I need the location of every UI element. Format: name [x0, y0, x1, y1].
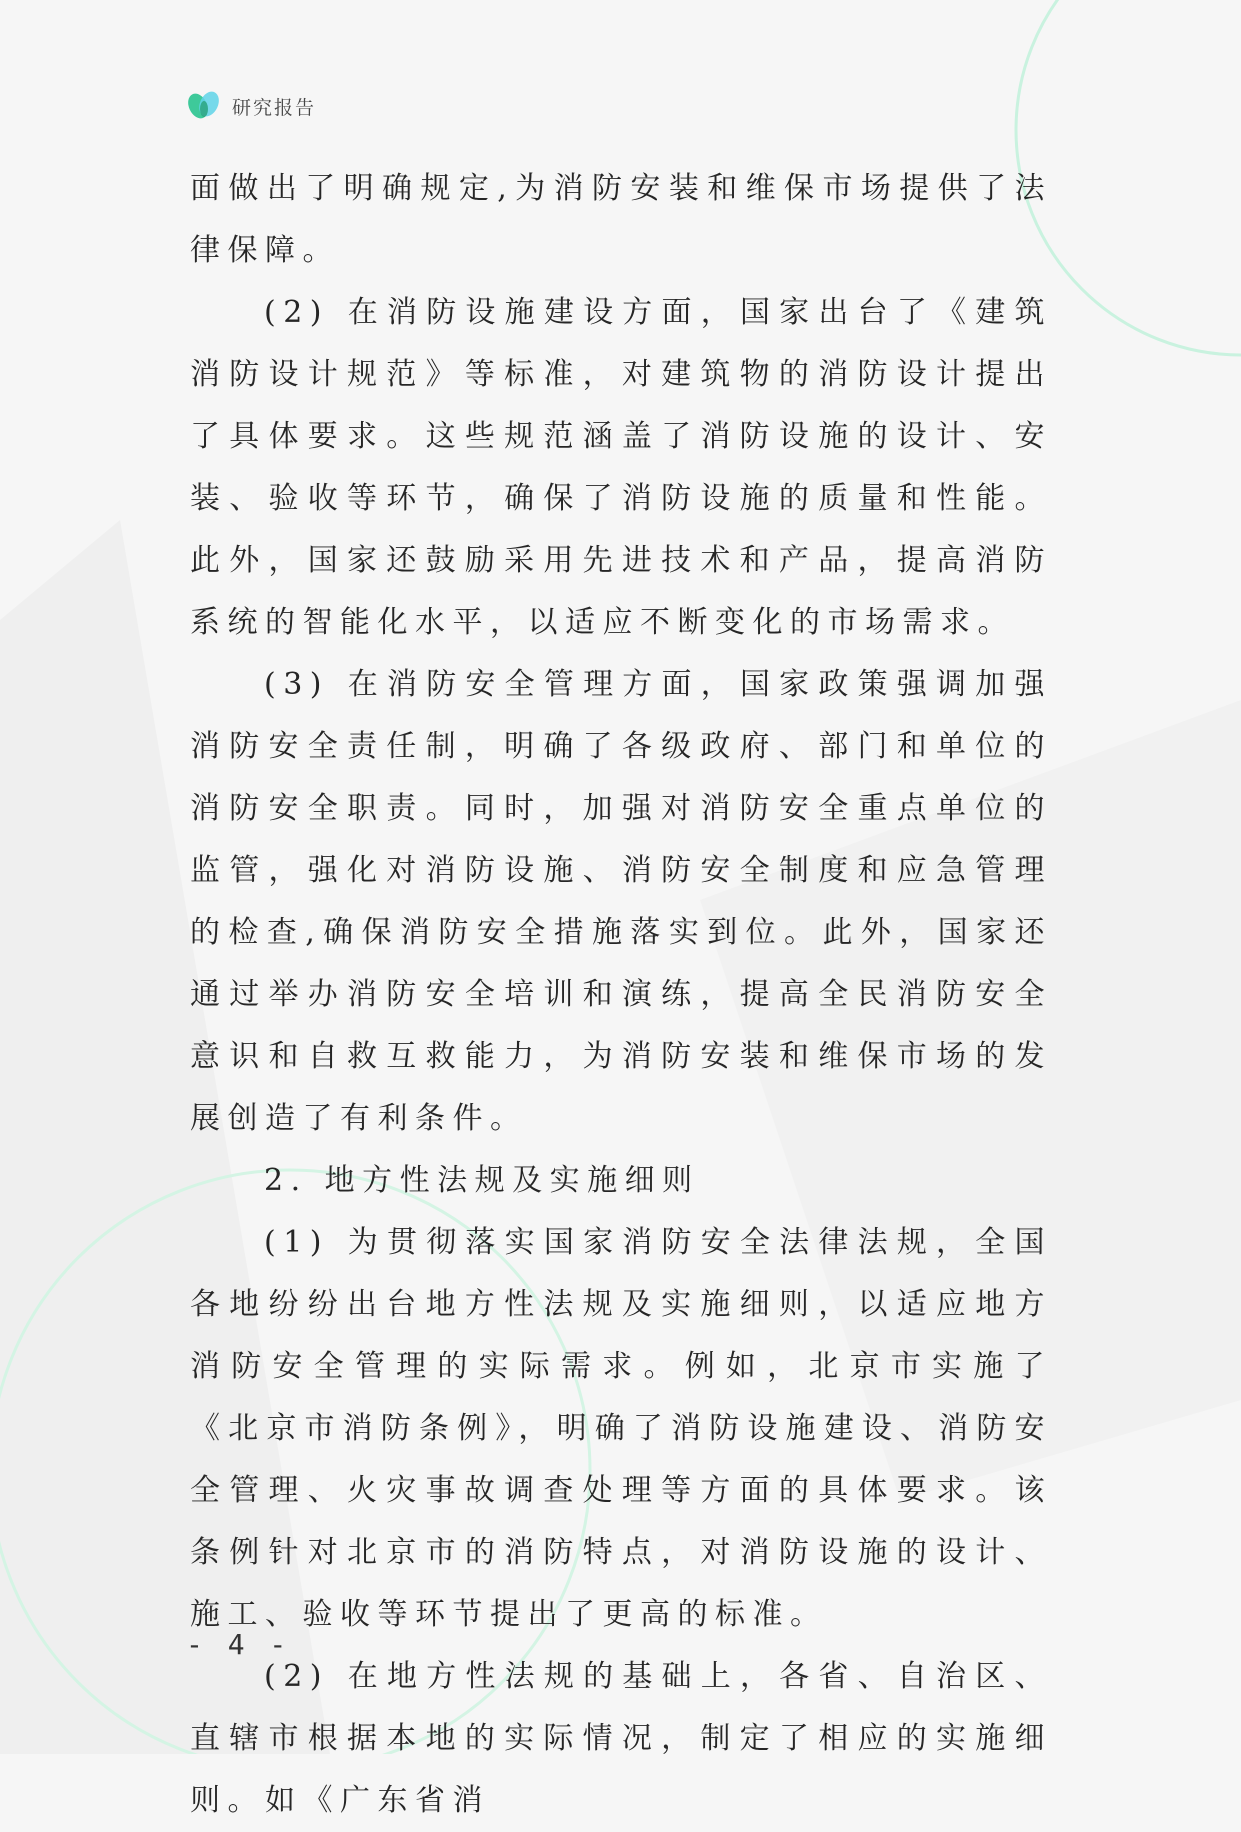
document-body	[190, 158, 1052, 1832]
page-number: - 4 -	[186, 1628, 291, 1661]
paragraph-fire-safety-management: (3) 在消防安全管理方面，国家政策强调加强消防安全责任制，明确了各级政府、部门和单位的消防安全职责。同时，加强对消防安全重点单位的监管，强化对消防设施、消防安全制度和应急管理的检查,确保消防安全措施落实到位。此外，国家还通过举办消防安全培训和演练，提高全民消防安全意识和自救互救能力，为消防安装和维保市场的发展创造了有利条件。	[190, 667, 1052, 1136]
section-heading-local-regulations: 2. 地方性法规及实施细则	[264, 1163, 700, 1198]
paragraph-continuation: 面做出了明确规定,为消防安装和维保市场提供了法律保障。	[190, 171, 1052, 268]
header-title: 研究报告	[232, 96, 317, 119]
paragraph-fire-facility-construction: (2) 在消防设施建设方面，国家出台了《建筑消防设计规范》等标准，对建筑物的消防设计提出了具体要求。这些规范涵盖了消防设施的设计、安装、验收等环节，确保了消防设施的质量和性能。此外，国家还鼓励采用先进技术和产品，提高消防系统的智能化水平，以适应不断变化的市场需求。	[190, 295, 1052, 640]
paragraph-implementation-rules: (2) 在地方性法规的基础上，各省、自治区、直辖市根据本地的实际情况，制定了相应的实施细则。如《广东省消	[190, 1659, 1052, 1818]
paragraph-local-regulations: (1) 为贯彻落实国家消防安全法律法规，全国各地纷纷出台地方性法规及实施细则，以适应地方消防安全管理的实际需求。例如，北京市实施了《北京市消防条例》，明确了消防设施建设、消防安全管理、火灾事故调查处理等方面的具体要求。该条例针对北京市的消防特点，对消防设施的设计、施工、验收等环节提出了更高的标准。	[190, 1225, 1052, 1632]
brand-leaf-icon	[186, 89, 222, 123]
header	[186, 86, 316, 126]
